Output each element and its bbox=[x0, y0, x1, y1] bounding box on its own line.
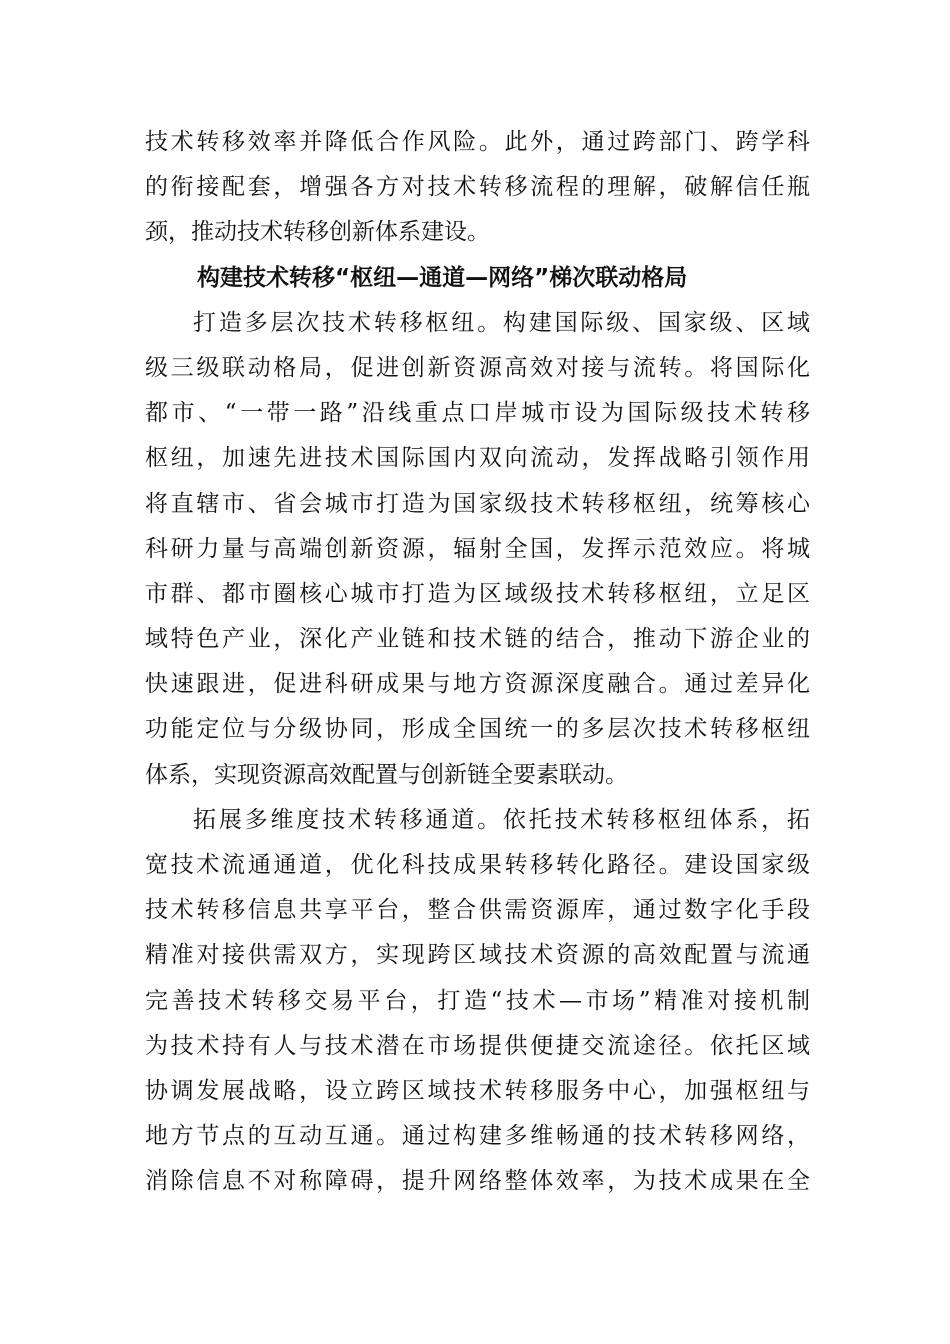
text-line: 级三级联动格局，促进创新资源高效对接与流转。将国际化 bbox=[145, 354, 810, 381]
text-line: 拓展多维度技术转移通道。依托技术转移枢纽体系，拓 bbox=[193, 806, 810, 833]
text-line: 完善技术转移交易平台，打造“技术—市场”精准对接机制 bbox=[145, 987, 810, 1014]
text-line: 技术转移信息共享平台，整合供需资源库，通过数字化手段 bbox=[145, 897, 810, 924]
text-line: 地方节点的互动互通。通过构建多维畅通的技术转移网络， bbox=[145, 1123, 810, 1150]
text-line: 科研力量与高端创新资源，辐射全国，发挥示范效应。将城 bbox=[145, 535, 810, 562]
paragraph-hub bbox=[145, 301, 810, 798]
text-line: 都市、“一带一路”沿线重点口岸城市设为国际级技术转移 bbox=[145, 400, 810, 427]
text-line: 体系，实现资源高效配置与创新链全要素联动。 bbox=[145, 761, 628, 788]
text-line: 快速跟进，促进科研成果与地方资源深度融合。通过差异化 bbox=[145, 671, 810, 698]
text-line: 宽技术流通通道，优化科技成果转移转化路径。建设国家级 bbox=[145, 852, 810, 878]
text-line: 将直辖市、省会城市打造为国家级技术转移枢纽，统筹核心 bbox=[145, 490, 810, 517]
text-line: 协调发展战略，设立跨区域技术转移服务中心，加强枢纽与 bbox=[145, 1077, 810, 1104]
text-line: 消除信息不对称障碍，提升网络整体效率，为技术成果在全 bbox=[145, 1168, 810, 1195]
text-line: 打造多层次技术转移枢纽。构建国际级、国家级、区域 bbox=[193, 309, 810, 336]
text-line: 的衔接配套，增强各方对技术转移流程的理解，破解信任瓶 bbox=[145, 174, 810, 201]
text-line: 为技术持有人与技术潜在市场提供便捷交流途径。依托区域 bbox=[145, 1032, 810, 1059]
text-line: 颈，推动技术转移创新体系建设。 bbox=[145, 219, 490, 246]
paragraph-channel bbox=[145, 798, 810, 1205]
text-line: 技术转移效率并降低合作风险。此外，通过跨部门、跨学科 bbox=[145, 129, 810, 155]
paragraph-intro bbox=[145, 120, 810, 256]
document-page bbox=[145, 120, 810, 1205]
text-line: 功能定位与分级协同，形成全国统一的多层次技术转移枢纽 bbox=[145, 716, 810, 743]
text-line: 市群、都市圈核心城市打造为区域级技术转移枢纽，立足区 bbox=[145, 580, 810, 607]
text-line: 枢纽，加速先进技术国际国内双向流动，发挥战略引领作用 bbox=[145, 445, 810, 472]
section-heading: 构建技术转移“枢纽—通道—网络”梯次联动格局 bbox=[197, 264, 688, 291]
text-line: 精准对接供需双方，实现跨区域技术资源的高效配置与流通 bbox=[145, 942, 810, 969]
text-line: 域特色产业，深化产业链和技术链的结合，推动下游企业的 bbox=[145, 626, 810, 653]
